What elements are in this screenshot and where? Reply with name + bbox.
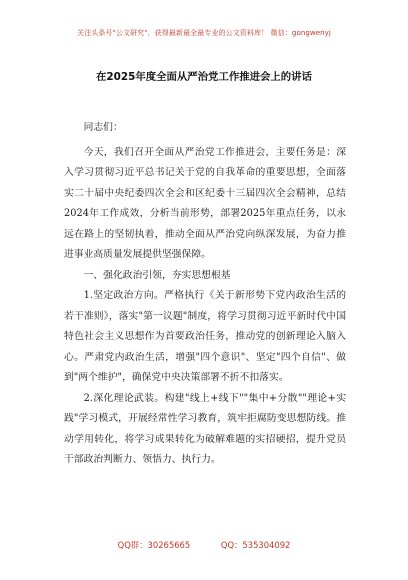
document-title: 在2025年度全面从严治党工作推进会上的讲话 (96, 71, 312, 83)
document-body (64, 118, 346, 471)
top-banner: 关注头条号"公文研究"，获得最新最全最专业的公文资料库！ 微信：gongwenyj (77, 29, 331, 37)
greeting: 同志们： (83, 122, 123, 133)
section-heading: 一、强化政治引领，夯实思想根基 (83, 269, 231, 281)
paragraph-item-1: 1.坚定政治方向。严格执行《关于新形势下党内政治生活的若干准则》，落实"第一议题"制度，将学习贯彻习近平新时代中国特色社会主义思想作为首要政治任务，推动党的创新理论入脑入心。严肃党内政治生活，增强"四个意识"、坚定"四个自信"、做到"两个维护"，确保党中央决策部署不折不扣落实。 (64, 290, 346, 383)
qq-group-label: QQ群：30265665 (117, 540, 191, 550)
qq-contact-label: QQ：535304092 (220, 540, 291, 550)
bottom-banner (0, 539, 408, 551)
paragraph-item-2: 2.深化理论武装。构建"线上+线下""集中+分散""理论+实践"学习模式，开展经常性学习教育，筑牢拒腐防变思想防线。推动学用转化，将学习成果转化为破解难题的实招硬招，提升党员干部政治判断力、领悟力、执行力。 (64, 392, 346, 465)
paragraph-intro: 今天，我们召开全面从严治党工作推进会，主要任务是：深入学习贯彻习近平总书记关于党的自我革命的重要思想，全面落实二十届中央纪委四次全会和区纪委十三届四次全会精神，总结2024年工作成效，分析当前形势，部署2025年重点任务，以永远在路上的坚韧执着，推动全面从严治党向纵深发展，为奋力推进事业高质量发展提供坚强保障。 (64, 146, 346, 260)
